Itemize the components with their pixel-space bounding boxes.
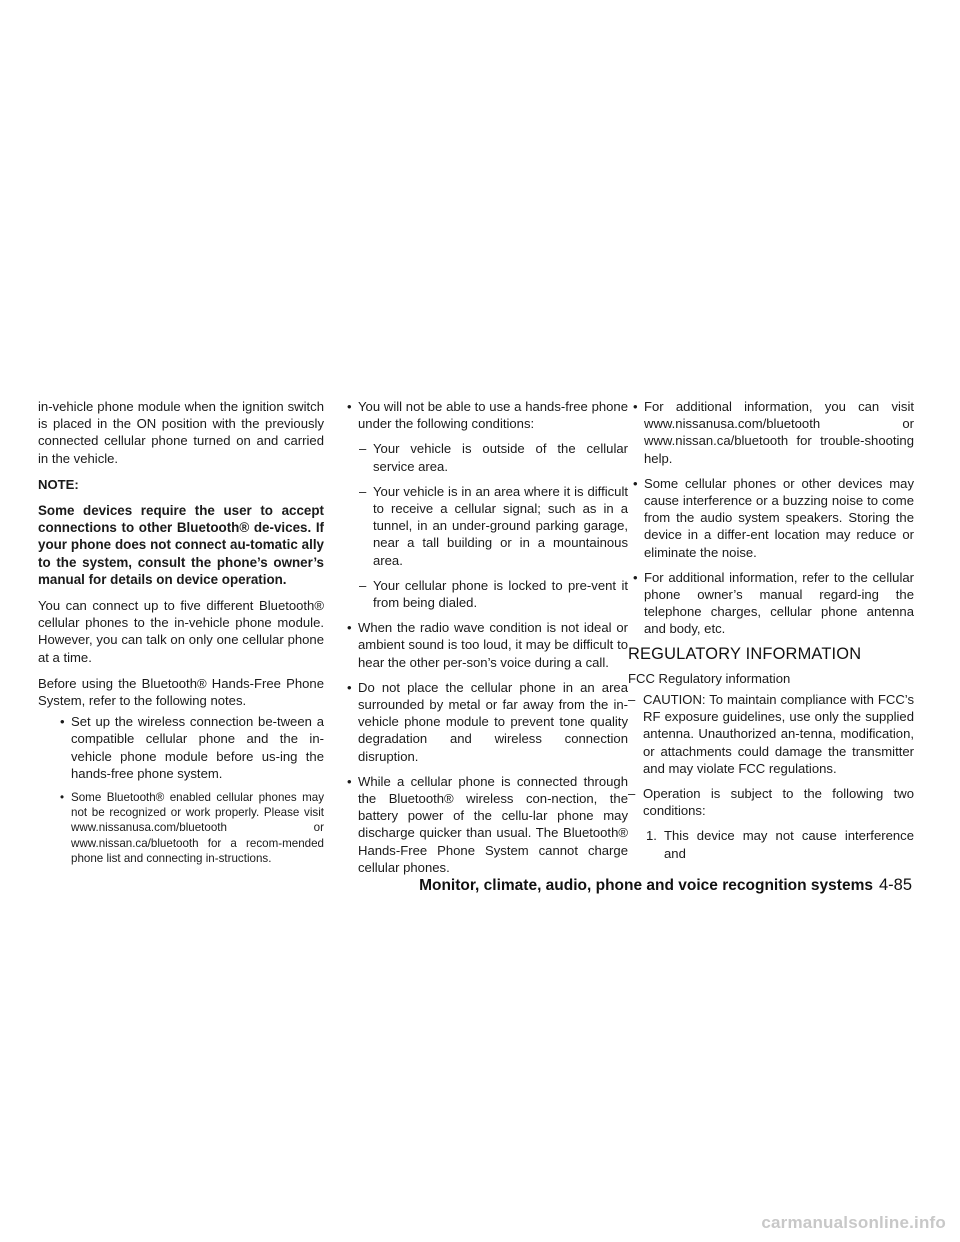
note-label: NOTE: — [38, 476, 79, 492]
bullet-item: • Do not place the cellular phone in an area surrounded by metal or far away from the in-vehicle phone module to prevent tone quality degradation and wireless connection disruption. — [342, 679, 628, 765]
note-body: Some devices require the user to accept connections to other Bluetooth® de-vices. If your phone does not connect au-tomatic ally to the system, consult the phone’s owner’s manual for details on device operation. — [38, 503, 324, 587]
page-footer — [419, 876, 912, 895]
section-heading: REGULATORY INFORMATION — [628, 644, 862, 663]
column-right — [628, 398, 914, 862]
item-number: 1. — [646, 828, 657, 844]
dash-item: – Operation is subject to the following two conditions: — [628, 785, 914, 819]
before-using-paragraph: Before using the Bluetooth® Hands-Free Phone System, refer to the following notes. — [38, 675, 324, 709]
bullet-item: • You will not be able to use a hands-free phone under the following conditions: — [342, 398, 628, 432]
item-text: This device may not cause interference and — [664, 828, 914, 861]
bullet-item: • For additional information, refer to the cellular phone owner’s manual regard-ing the telephone charges, cellular phone antenna and body, etc. — [628, 569, 914, 638]
intro-paragraph: in-vehicle phone module when the ignition switch is placed in the ON position with the previously connected cellular phone turned on and carried in the vehicle. — [38, 399, 324, 466]
bullet-item: • For additional information, you can visit www.nissanusa.com/bluetooth or www.nissan.ca/bluetooth for trouble-shooting help. — [628, 398, 914, 467]
dash-item: – Your vehicle is outside of the cellular service area. — [356, 440, 628, 474]
bullet-item: • When the radio wave condition is not ideal or ambient sound is too loud, it may be difficult to hear the other per-son’s voice during a call. — [342, 619, 628, 671]
dash-item: – Your vehicle is in an area where it is difficult to receive a cellular signal; such as in a tunnel, in an under-ground parking garage, near a tall building or in a mountainous area. — [356, 483, 628, 569]
bullet-item: • While a cellular phone is connected through the Bluetooth® wireless con-nection, the battery power of the cellu-lar phone may discharge quicker than usual. The Bluetooth® Hands-Free Phone System cannot charge cellular phones. — [342, 773, 628, 876]
dash-item: – Your cellular phone is locked to pre-vent it from being dialed. — [356, 577, 628, 611]
fcc-label: FCC Regulatory information — [628, 670, 791, 686]
numbered-item — [646, 827, 914, 861]
page-number: 4-85 — [878, 876, 912, 894]
column-middle — [342, 398, 628, 884]
watermark: carmanualsonline.info — [761, 1213, 946, 1232]
bullet-item: • Set up the wireless connection be-tween a compatible cellular phone and the in-vehicle phone module before us-ing the hands-free phone system. — [55, 713, 324, 782]
dash-item: – CAUTION: To maintain compliance with FCC’s RF exposure guidelines, use only the supplied antenna. Unauthorized an-tenna, modification, or attachments could damage the transmitter and may violate FCC regulations. — [628, 691, 914, 777]
connect-paragraph: You can connect up to five different Bluetooth® cellular phones to the in-vehicle phone module. However, you can talk on only one cellular phone at a time. — [38, 598, 324, 665]
column-left — [38, 398, 324, 874]
footer-section-title: Monitor, climate, audio, phone and voice recognition systems — [419, 877, 873, 894]
bullet-item: • Some Bluetooth® enabled cellular phones may not be recognized or work properly. Please visit www.nissanusa.com/bluetooth or www.nissan.ca/bluetooth for a recom-mended phone list and connecting in-structions. — [55, 790, 324, 866]
bullet-item: • Some cellular phones or other devices may cause interference or a buzzing noise to come from the audio system speakers. Storing the device in a differ-ent location may reduce or eliminate the noise. — [628, 475, 914, 561]
